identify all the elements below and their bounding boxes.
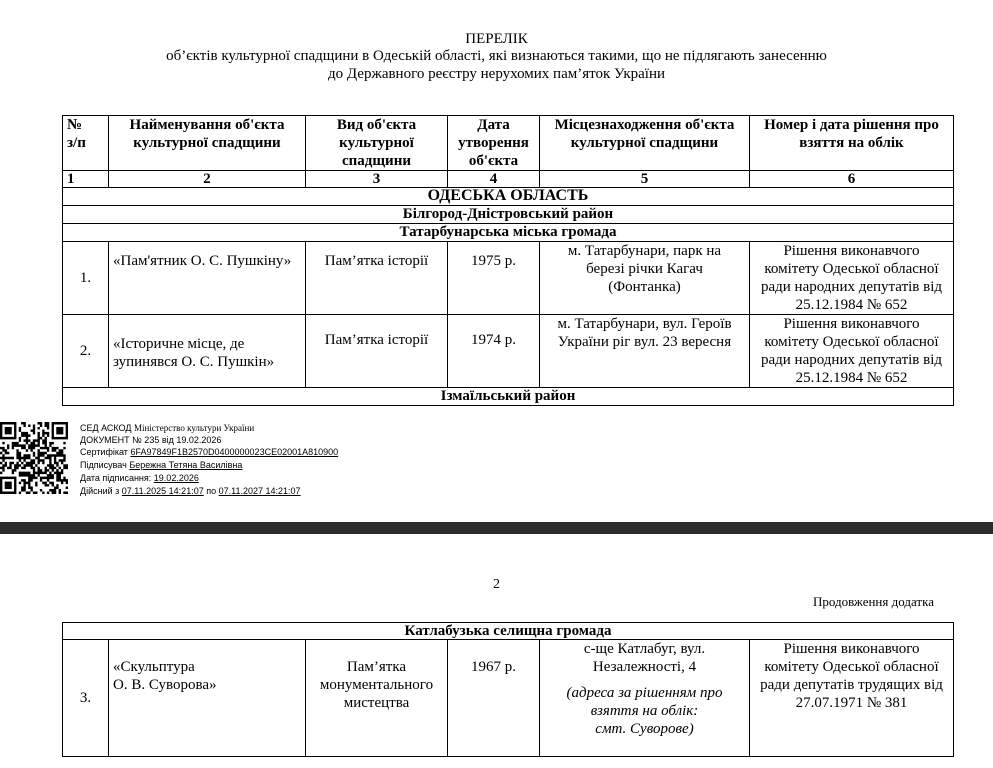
object-location: с-ще Катлабуг, вул. Незалежності, 4 (адреса за рішенням про взяття на облік: смт. Суворове)	[540, 640, 750, 757]
col-header-number: № з/п	[63, 116, 109, 171]
community-heading: Катлабузька селищна громада	[63, 623, 954, 640]
object-name: «Скульптура О. В. Суворова»	[109, 640, 306, 757]
region-heading: ОДЕСЬКА ОБЛАСТЬ	[63, 188, 954, 206]
col-number: 6	[750, 171, 954, 188]
col-number: 2	[109, 171, 306, 188]
col-header-type: Вид об'єкта культурної спадщини	[306, 116, 448, 171]
table-row	[63, 242, 954, 315]
signature-line-3: Сертифікат 6FA97849F1B2570D0400000023CE02001A810900	[80, 447, 339, 457]
document-subtitle-line1: об’єктів культурної спадщини в Одеській області, які визнаються такими, що не підлягають занесенню	[166, 48, 827, 64]
row-number: 2.	[63, 315, 109, 388]
signature-line-1: СЕД АСКОД Міністерство культури України	[80, 423, 255, 433]
region-row	[63, 188, 954, 206]
column-numbers-row	[63, 171, 954, 188]
col-number: 5	[540, 171, 750, 188]
community-heading: Татарбунарська міська громада	[63, 224, 954, 242]
district-row	[63, 206, 954, 224]
community-row	[63, 623, 954, 640]
objects-table-continued	[62, 622, 954, 757]
object-date: 1975 р.	[448, 242, 540, 315]
object-location: м. Татарбунари, парк на березі річки Кагач (Фонтанка)	[540, 242, 750, 315]
document-title: ПЕРЕЛІК	[465, 31, 528, 47]
signature-line-5: Дата підписання: 19.02.2026	[80, 473, 199, 483]
col-number: 1	[63, 171, 109, 188]
object-name: «Історичне місце, де зупинявся О. С. Пушкін»	[109, 315, 306, 388]
qr-code-icon	[0, 422, 68, 494]
table-header-row	[63, 116, 954, 171]
object-decision: Рішення виконавчого комітету Одеської обласної ради народних депутатів від 25.12.1984 № 652	[750, 315, 954, 388]
row-number: 1.	[63, 242, 109, 315]
col-number: 3	[306, 171, 448, 188]
digital-signature-stamp	[0, 422, 400, 502]
continuation-note: Продовження додатка	[813, 594, 934, 609]
page-number: 2	[493, 577, 500, 592]
row-number: 3.	[63, 640, 109, 757]
object-type: Пам’ятка історії	[306, 242, 448, 315]
object-date: 1974 р.	[448, 315, 540, 388]
object-name: «Пам'ятник О. С. Пушкіну»	[109, 242, 306, 315]
col-header-name: Найменування об'єкта культурної спадщини	[109, 116, 306, 171]
signature-line-6: Дійсний з 07.11.2025 14:21:07 по 07.11.2027 14:21:07	[80, 486, 301, 496]
document-page-2	[0, 534, 993, 768]
table-row	[63, 315, 954, 388]
signature-line-2: ДОКУМЕНТ № 235 від 19.02.2026	[80, 435, 222, 445]
object-decision: Рішення виконавчого комітету Одеської обласної ради народних депутатів від 25.12.1984 № 652	[750, 242, 954, 315]
page-separator	[0, 522, 993, 534]
location-note: (адреса за рішенням про взяття на облік: смт. Суворове)	[566, 685, 723, 737]
community-row	[63, 224, 954, 242]
object-type: Пам’ятка історії	[306, 315, 448, 388]
col-header-decision: Номер і дата рішення про взяття на облік	[750, 116, 954, 171]
district-heading: Білгород-Дністровський район	[63, 206, 954, 224]
district-heading: Ізмаїльський район	[63, 388, 954, 406]
col-header-date: Дата утворення об'єкта	[448, 116, 540, 171]
objects-table	[62, 115, 954, 406]
table-row	[63, 640, 954, 757]
district-row	[63, 388, 954, 406]
col-header-location: Місцезнаходження об'єкта культурної спадщини	[540, 116, 750, 171]
document-subtitle-line2: до Державного реєстру нерухомих пам’яток України	[328, 66, 665, 82]
object-location: м. Татарбунари, вул. Героїв України ріг вул. 23 вересня	[540, 315, 750, 388]
object-decision: Рішення виконавчого комітету Одеської обласної ради депутатів трудящих від 27.07.1971 № 381	[750, 640, 954, 757]
object-type: Пам’ятка монументального мистецтва	[306, 640, 448, 757]
col-number: 4	[448, 171, 540, 188]
signature-line-4: Підписувач Бережна Тетяна Василівна	[80, 460, 243, 470]
object-date: 1967 р.	[448, 640, 540, 757]
